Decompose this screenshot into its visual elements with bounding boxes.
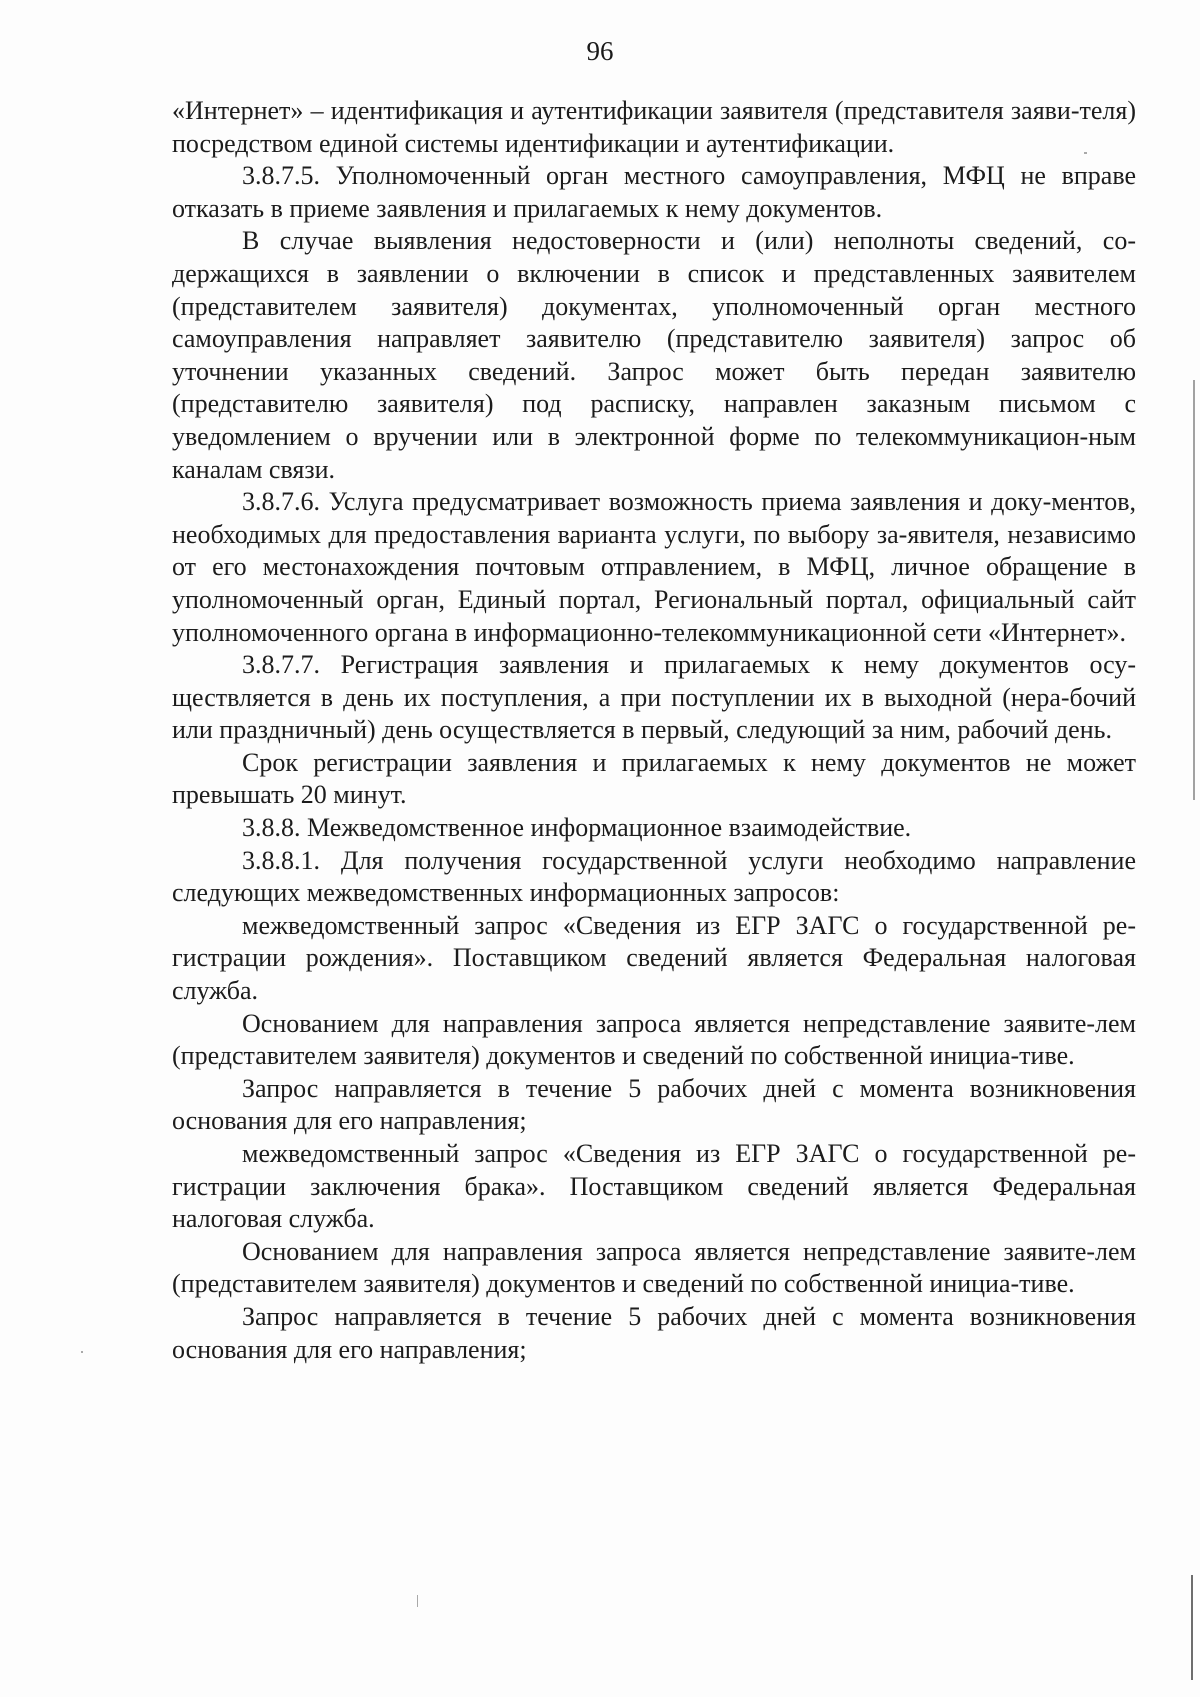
scan-edge-mark (1193, 380, 1195, 800)
scan-edge-mark (1191, 1575, 1193, 1680)
paragraph: Запрос направляется в течение 5 рабочих дней с момента возникновения основания для его направления; (172, 1073, 1136, 1136)
paragraph: межведомственный запрос «Сведения из ЕГР ЗАГС о государственной ре-гистрации рождения». Поставщиком сведений является Федеральная налоговая служба. (172, 910, 1136, 1006)
paragraph: 3.8.8. Межведомственное информационное взаимодействие. (242, 813, 912, 843)
paragraph: 3.8.7.6. Услуга предусматривает возможность приема заявления и доку-ментов, необходимых для предоставления варианта услуги, по выбору за-явителя, независимо от его местонахождения почтовым отправлением, в МФЦ, личное обращение в уполномоченный орган, Единый портал, Региональный портал, официальный сайт уполномоченного органа в информационно-телекоммуникационной сети «Интернет». (172, 487, 1136, 647)
paragraph: В случае выявления недостоверности и (или) неполноты сведений, со-держащихся в заявлении о включении в список и представленных заявителем (представителем заявителя) документах, уполномоченный орган местного самоуправления направляет заявителю (представителю заявителя) запрос об уточнении указанных сведений. Запрос может быть передан заявителю (представителю заявителя) под расписку, направлен заказным письмом с уведомлением о вручении или в электронной форме по телекоммуникацион-ным каналам связи. (172, 226, 1136, 484)
paragraph: Основанием для направления запроса является непредставление заявите-лем (представителем заявителя) документов и сведений по собственной инициа-тиве. (172, 1236, 1136, 1299)
paragraph: 3.8.8.1. Для получения государственной услуги необходимо направление следующих межведомственных информационных запросов: (172, 845, 1136, 908)
paragraph: 3.8.7.7. Регистрация заявления и прилагаемых к нему документов осу-ществляется в день их поступления, а при поступлении их в выходной (нера-бочий или праздничный) день осуществляется в первый, следующий за ним, рабочий день. (172, 650, 1136, 745)
paragraph: Срок регистрации заявления и прилагаемых к нему документов не может превышать 20 минут. (172, 747, 1136, 810)
document-body (172, 95, 1136, 1366)
scan-speck (417, 1595, 418, 1607)
paragraph: межведомственный запрос «Сведения из ЕГР ЗАГС о государственной ре-гистрации заключения брака». Поставщиком сведений является Федеральная налоговая служба. (172, 1139, 1136, 1234)
scan-speck (1084, 152, 1087, 154)
paragraph: 3.8.7.5. Уполномоченный орган местного самоуправления, МФЦ не вправе отказать в приеме заявления и прилагаемых к нему документов. (172, 161, 1136, 223)
paragraph: «Интернет» – идентификация и аутентификации заявителя (представителя заяви-теля) посредством единой системы идентификации и аутентификации. (172, 96, 1136, 158)
paragraph: Основанием для направления запроса является непредставление заявите-лем (представителем заявителя) документов и сведений по собственной инициа-тиве. (172, 1008, 1136, 1071)
page-number: 96 (586, 36, 614, 66)
scan-speck (81, 1351, 83, 1353)
paragraph: Запрос направляется в течение 5 рабочих дней с момента возникновения основания для его направления; (172, 1301, 1136, 1364)
